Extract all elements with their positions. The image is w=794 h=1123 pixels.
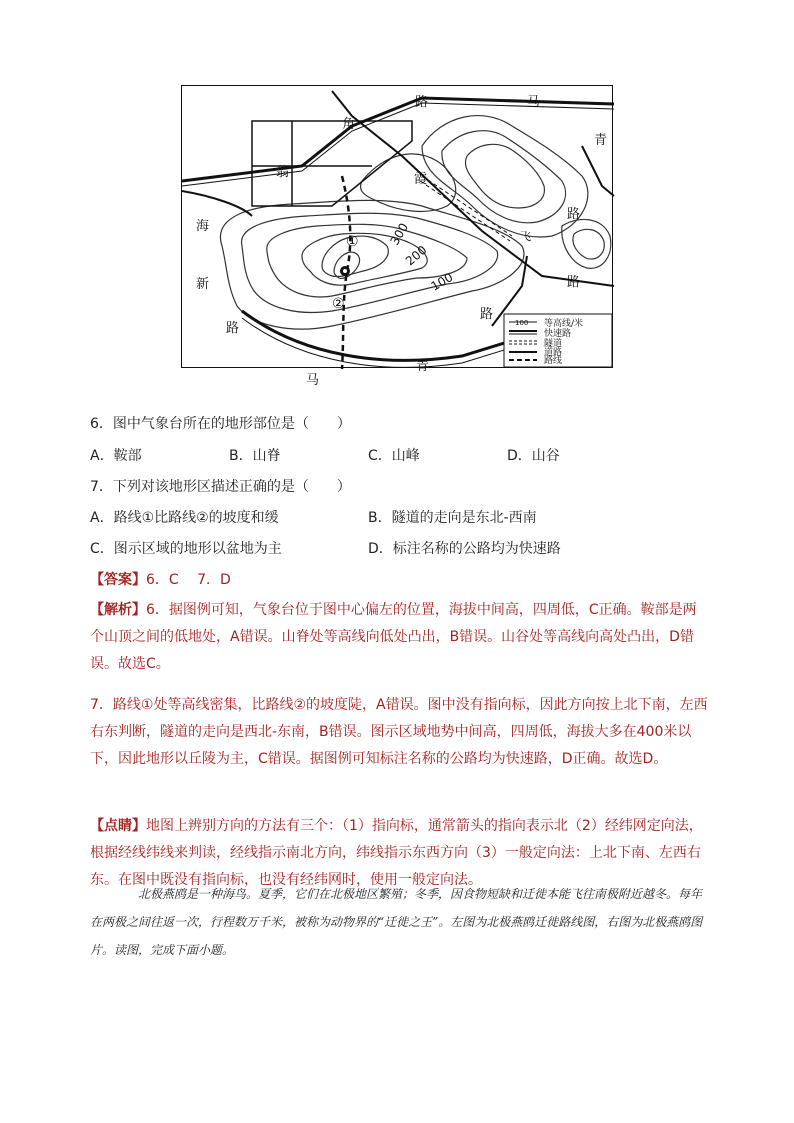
road-label-lu1: 路: [415, 95, 429, 110]
road-label-qing1: 青: [594, 133, 608, 148]
contour-map: [181, 85, 613, 388]
road-label-ma2: 马: [306, 373, 320, 388]
contour-ne-1: [422, 116, 588, 237]
contour-ne-2: [442, 131, 566, 223]
road-label-lu5: 路: [480, 307, 494, 322]
contour-2: [242, 213, 498, 312]
answer-text: 6．C 7．D: [146, 572, 231, 588]
tip-text: 地图上辨别方向的方法有三个：（1）指向标，通常箭头的指向表示北（2）经纬网定向法，根据经线纬线来判读，经线指示南北方向，纬线指示东西方向（3）一般定向法：上北下南、左西右东。在图中既没有指向标，也没有经纬网时，使用一般定向法。: [90, 818, 703, 888]
q7-option-c[interactable]: C．图示区域的地形以盆地为主: [90, 541, 282, 557]
q6-option-d[interactable]: D．山谷: [507, 448, 560, 464]
q7-stem: 7．下列对该地形区描述正确的是（ ）: [90, 479, 351, 495]
q6-option-a[interactable]: A．鞍部: [90, 448, 142, 464]
analysis-tag: 【解析】: [90, 602, 146, 618]
passage-text: 北极燕鸥是一种海鸟。夏季，它们在北极地区繁殖；冬季，因食物短缺和迁徙本能飞往南极附近越冬。每年在两极之间往返一次，行程数万千米，被称为动物界的“迁徙之王”。左图为北极燕鸥迁徙路线图，右图为北极燕鸥图片。读图，完成下面小题。: [90, 887, 703, 957]
road-label-jiao: 角: [342, 117, 356, 132]
q6-option-c[interactable]: C．山峰: [368, 448, 420, 464]
weather-station-icon: [340, 266, 350, 276]
q6-option-b[interactable]: B．山脊: [229, 448, 281, 464]
road-label-xin: 新: [196, 277, 210, 292]
contour-label-200: 200: [402, 242, 430, 269]
map-legend: [504, 314, 612, 367]
road-label-weng: 翁: [276, 165, 290, 180]
analysis-p1: 6．据图例可知，气象台位于图中心偏左的位置，海拔中间高，四周低，C正确。鞍部是两个山顶之间的低地处，A错误。山脊处等高线向低处凸出，B错误。山谷处等高线向高处凸出，D错误。故选C。: [90, 602, 697, 672]
contour-label-300: 300: [387, 220, 412, 248]
q6-stem: 6．图中气象台所在的地形部位是（ ）: [90, 416, 351, 432]
road-label-ma1: 马: [527, 95, 541, 110]
tunnel: [422, 176, 512, 236]
road-label-lu2: 路: [567, 207, 581, 222]
q7-option-b[interactable]: B．隧道的走向是东北-西南: [368, 510, 537, 526]
contour-lines: [220, 116, 610, 329]
road-label-hai: 海: [196, 219, 210, 234]
legend-expressway-label: 快速路: [544, 329, 572, 339]
answer-tag: 【答案】: [90, 572, 146, 588]
legend-road-label: 道路: [544, 348, 563, 358]
legend-contour-label: 等高线/米: [544, 319, 584, 329]
answer-line: [90, 571, 231, 589]
road-label-lu3: 路: [567, 275, 581, 290]
analysis-p2: 7．路线①处等高线密集，比路线②的坡度陡，A错误。图中没有指向标，因此方向按上北下南，左西右东判断，隧道的走向是西北-东南，B错误。图示区域地势中间高，四周低，海拔大多在400米以下，因此地形以丘陵为主，C错误。据图例可知标注名称的公路均为快速路，D正确。故选D。: [90, 697, 708, 767]
road-label-lu4: 路: [226, 321, 240, 336]
road-label-qing2: 青: [416, 359, 430, 374]
tip-tag: 【点睛】: [90, 818, 146, 834]
contour-label-100: 100: [428, 270, 456, 294]
legend-route-label: 路线: [544, 356, 563, 366]
q7-option-a[interactable]: A．路线①比路线②的坡度和缓: [90, 510, 279, 526]
city-block: [252, 121, 412, 206]
q7-option-d[interactable]: D．标注名称的公路均为快速路: [368, 541, 561, 557]
legend-tunnel-label: 隧道: [544, 339, 563, 349]
marker-1: ①: [346, 234, 359, 250]
contour-e-2: [573, 229, 604, 259]
analysis-block: [90, 597, 710, 678]
road-label-xia: 霞: [414, 172, 428, 187]
map-drawing: [182, 86, 614, 388]
marker-2: ②: [332, 296, 345, 312]
road-label-fei: 飞: [520, 230, 531, 243]
road-ne: [582, 146, 614, 196]
road-west: [182, 191, 252, 216]
legend-contour-sample: 100: [515, 319, 529, 327]
